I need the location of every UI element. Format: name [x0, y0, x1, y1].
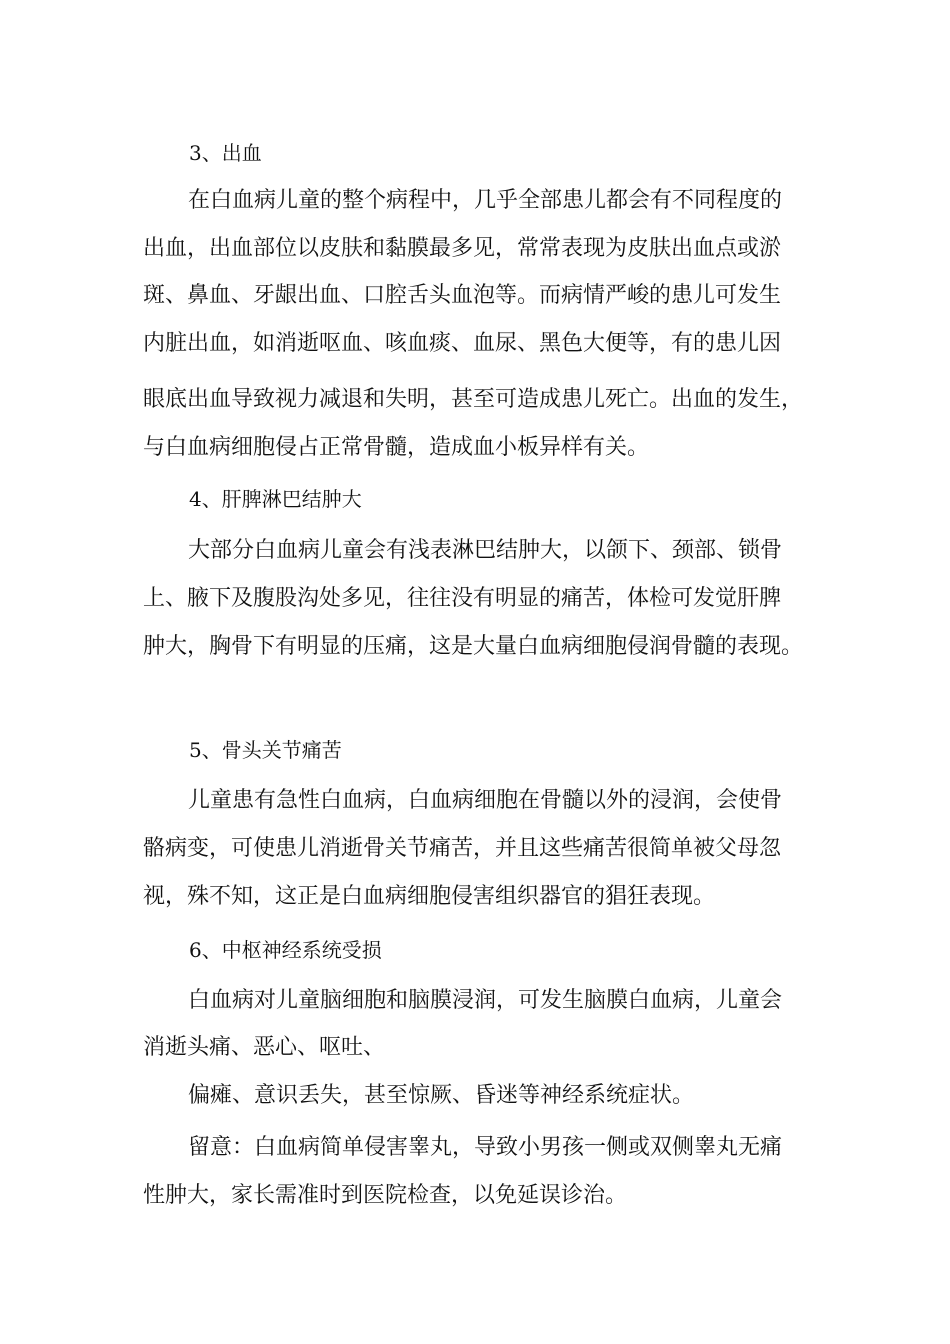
paragraph-line: 骼病变，可使患儿消逝骨关节痛苦，并且这些痛苦很简单被父母忽: [143, 836, 782, 861]
paragraph-line: 儿童患有急性白血病，白血病细胞在骨髓以外的浸润，会使骨: [188, 788, 783, 813]
paragraph-line: 眼底出血导致视力减退和失明，甚至可造成患儿死亡。出血的发生，: [143, 387, 804, 412]
paragraph-line: 上、腋下及腹股沟处多见，往往没有明显的痛苦，体检可发觉肝脾: [143, 586, 782, 611]
note-line: 性肿大，家长需准时到医院检查，以免延误诊治。: [143, 1183, 628, 1208]
note-line: 留意：白血病简单侵害睾丸，导致小男孩一侧或双侧睾丸无痛: [188, 1135, 783, 1160]
paragraph-line: 出血，出血部位以皮肤和黏膜最多见，常常表现为皮肤出血点或淤: [143, 236, 782, 261]
paragraph-line: 视，殊不知，这正是白血病细胞侵害组织器官的猖狂表现。: [143, 884, 716, 909]
paragraph-line: 白血病对儿童脑细胞和脑膜浸润，可发生脑膜白血病，儿童会: [188, 988, 783, 1013]
paragraph-line: 内脏出血，如消逝呕血、咳血痰、血尿、黑色大便等，有的患儿因: [143, 331, 782, 356]
paragraph-line: 消逝头痛、恶心、呕吐、: [143, 1035, 386, 1060]
paragraph-line: 斑、鼻血、牙龈出血、口腔舌头血泡等。而病情严峻的患儿可发生: [143, 283, 782, 308]
section-heading-bleeding: 3、出血: [189, 141, 262, 165]
paragraph-line: 在白血病儿童的整个病程中，几乎全部患儿都会有不同程度的: [188, 188, 783, 213]
section-heading-nervous-system: 6、中枢神经系统受损: [189, 938, 382, 962]
paragraph-line: 肿大，胸骨下有明显的压痛，这是大量白血病细胞侵润骨髓的表现。: [143, 634, 804, 659]
section-heading-lymph-nodes: 4、肝脾淋巴结肿大: [189, 487, 362, 511]
paragraph-line: 偏瘫、意识丢失，甚至惊厥、昏迷等神经系统症状。: [188, 1083, 695, 1108]
section-heading-bone-joint-pain: 5、骨头关节痛苦: [189, 738, 342, 762]
paragraph-line: 大部分白血病儿童会有浅表淋巴结肿大，以颌下、颈部、锁骨: [188, 538, 783, 563]
paragraph-line: 与白血病细胞侵占正常骨髓，造成血小板异样有关。: [143, 435, 650, 460]
